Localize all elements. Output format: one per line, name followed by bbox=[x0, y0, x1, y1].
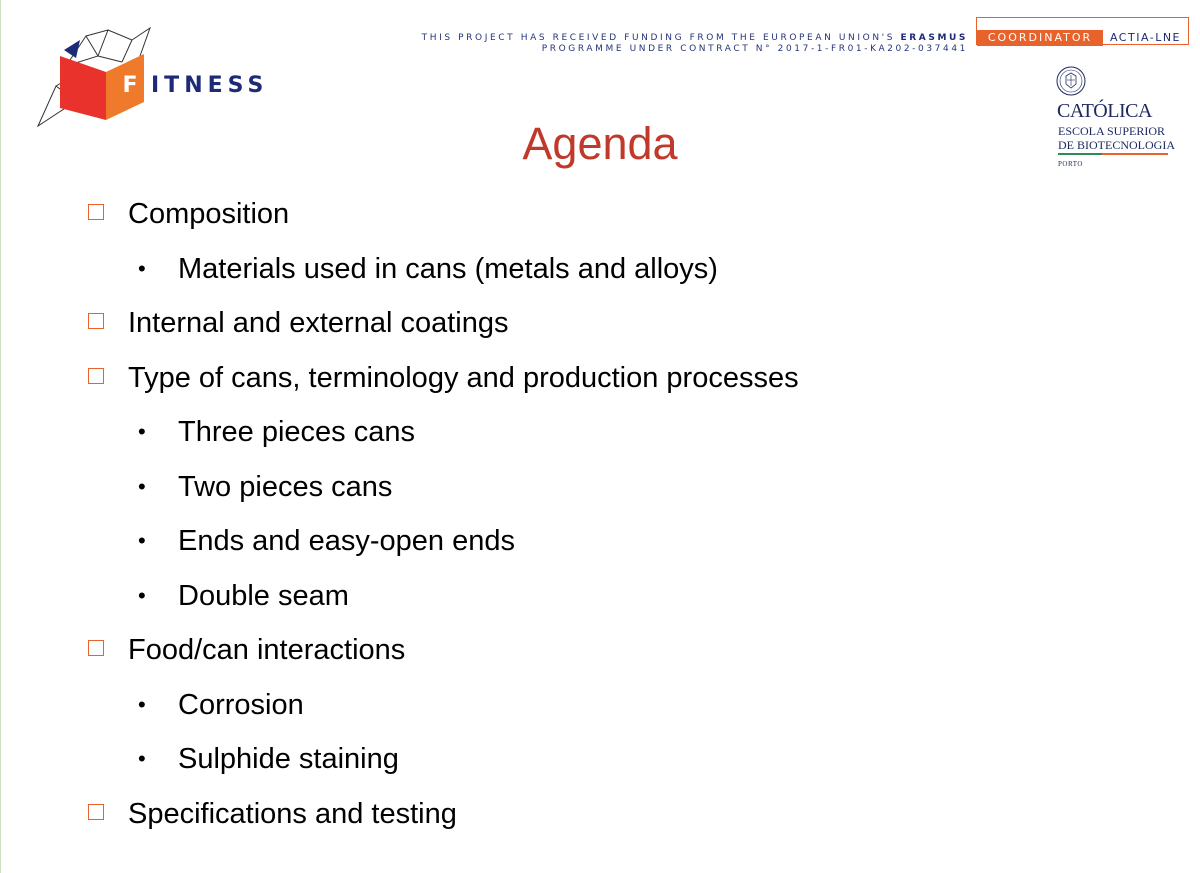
agenda-item-text: Composition bbox=[128, 198, 290, 230]
funding-line-2: PROGRAMME UNDER CONTRACT N° 2017-1-FR01-KA202-037441 bbox=[541, 44, 968, 54]
agenda-item-text: Type of cans, terminology and production processes bbox=[128, 362, 799, 394]
logo-letter: F bbox=[122, 73, 138, 98]
catolica-school-line-1: ESCOLA SUPERIOR bbox=[1058, 124, 1166, 138]
agenda-item-text: Specifications and testing bbox=[128, 798, 457, 830]
slide-title: Agenda bbox=[522, 118, 678, 169]
bullet-icon: • bbox=[138, 692, 146, 717]
agenda-subitem-text: Ends and easy-open ends bbox=[178, 525, 515, 557]
checkbox-square-icon bbox=[88, 204, 104, 220]
catolica-title: CATÓLICA bbox=[1057, 100, 1152, 122]
bullet-icon: • bbox=[138, 419, 146, 444]
funding-line-1-text: THIS PROJECT HAS RECEIVED FUNDING FROM THE EUROPEAN UNION'S bbox=[421, 33, 901, 43]
funding-line-1-bold: ERASMUS bbox=[900, 33, 968, 43]
catolica-city: PORTO bbox=[1058, 160, 1083, 168]
bullet-icon: • bbox=[138, 528, 146, 553]
agenda-subitem-text: Three pieces cans bbox=[178, 416, 415, 448]
agenda-subitem-text: Materials used in cans (metals and alloys) bbox=[178, 253, 718, 285]
checkbox-square-icon bbox=[88, 368, 104, 384]
checkbox-square-icon bbox=[88, 313, 104, 329]
agenda-subitem-text: Sulphide staining bbox=[178, 743, 399, 775]
checkbox-square-icon bbox=[88, 804, 104, 820]
bullet-icon: • bbox=[138, 474, 146, 499]
bullet-icon: • bbox=[138, 746, 146, 771]
bullet-icon: • bbox=[138, 583, 146, 608]
coordinator-value: ACTIA-LNE bbox=[1109, 31, 1182, 44]
agenda-subitem-text: Double seam bbox=[178, 580, 349, 612]
logo-wordmark: ITNESS bbox=[151, 73, 269, 98]
bullet-icon: • bbox=[138, 256, 146, 281]
agenda-item-text: Food/can interactions bbox=[128, 634, 406, 666]
coordinator-label: COORDINATOR bbox=[977, 30, 1103, 46]
checkbox-square-icon bbox=[88, 640, 104, 656]
catolica-school-line-2: DE BIOTECNOLOGIA bbox=[1058, 138, 1175, 152]
agenda-subitem-text: Corrosion bbox=[178, 689, 304, 721]
agenda-subitem-text: Two pieces cans bbox=[178, 471, 393, 503]
agenda-item-text: Internal and external coatings bbox=[128, 307, 509, 339]
